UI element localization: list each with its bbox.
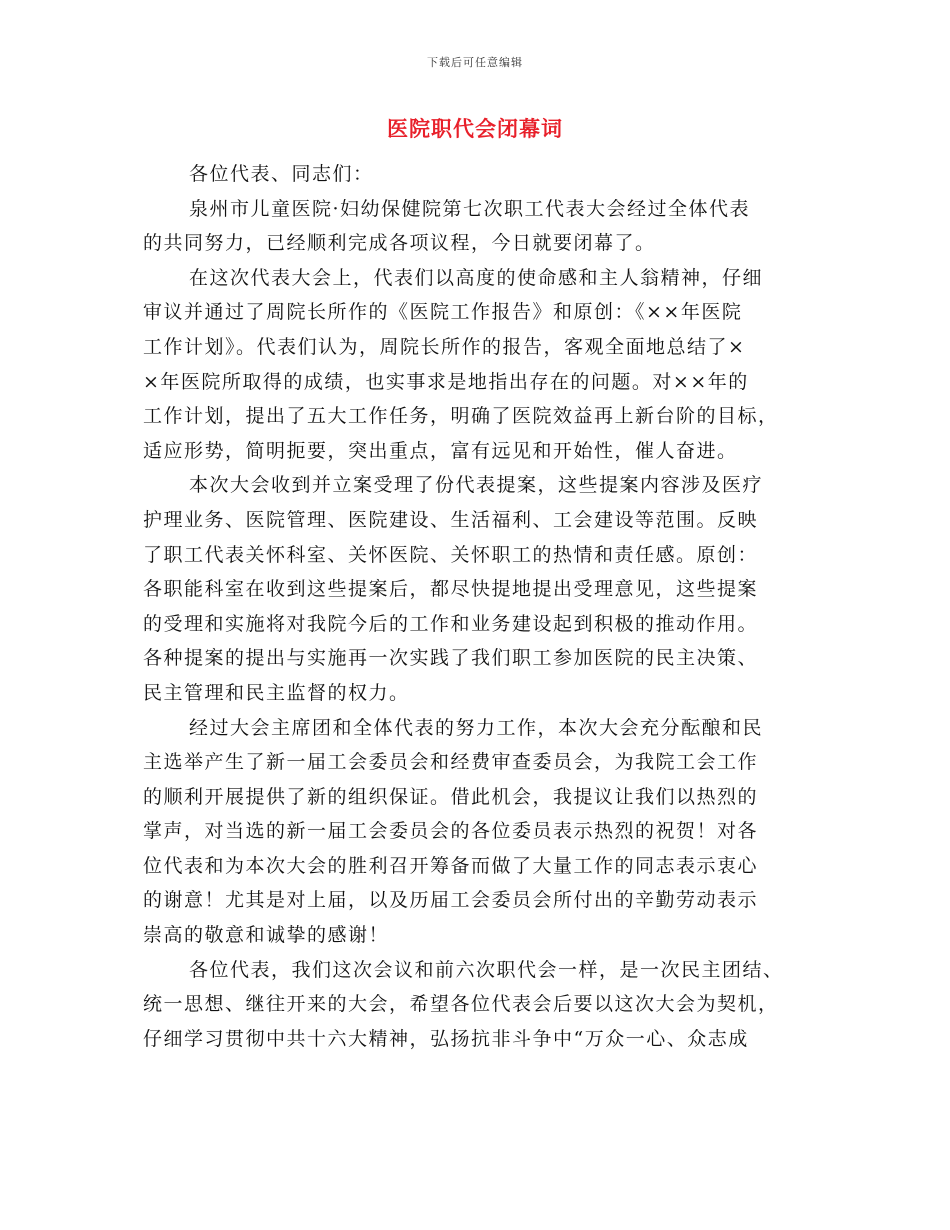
text-line: 工作计划》。代表们认为，周院长所作的报告，客观全面地总结了× bbox=[143, 335, 746, 358]
text-line: 民主管理和民主监督的权力。 bbox=[143, 681, 410, 704]
text-line: 适应形势，简明扼要，突出重点，富有远见和开始性，催人奋进。 bbox=[143, 439, 738, 462]
text-line: 的谢意！尤其是对上届，以及历届工会委员会所付出的辛勤劳动表示 bbox=[143, 889, 759, 912]
text-line: 工作计划，提出了五大工作任务，明确了医院效益再上新台阶的目标， bbox=[143, 405, 779, 428]
text-line: 各位代表、同志们： bbox=[189, 163, 374, 185]
text-line: 各种提案的提出与实施再一次实践了我们职工参加医院的民主决策、 bbox=[143, 647, 759, 670]
text-line: 泉州市儿童医院·妇幼保健院第七次职工代表大会经过全体代表 bbox=[189, 197, 751, 220]
text-line: 位代表和为本次大会的胜利召开筹备而做了大量工作的同志表示衷心 bbox=[143, 854, 759, 877]
text-line: 本次大会收到并立案受理了份代表提案，这些提案内容涉及医疗 bbox=[189, 474, 764, 497]
text-line: 审议并通过了周院长所作的《医院工作报告》和原创：《××年医院 bbox=[143, 301, 743, 324]
text-line: 主选举产生了新一届工会委员会和经费审查委员会，为我院工会工作 bbox=[143, 751, 759, 774]
text-line: ×年医院所取得的成绩，也实事求是地指出存在的问题。对××年的 bbox=[143, 370, 749, 393]
text-line: 护理业务、医院管理、医院建设、生活福利、工会建设等范围。反映 bbox=[143, 508, 759, 531]
text-line: 在这次代表大会上，代表们以高度的使命感和主人翁精神，仔细 bbox=[189, 266, 764, 289]
text-line: 仔细学习贯彻中共十六大精神，弘扬抗非斗争中“万众一心、众志成 bbox=[143, 1027, 749, 1050]
text-line: 统一思想、继往开来的大会，希望各位代表会后要以这次大会为契机， bbox=[143, 993, 779, 1016]
text-line: 崇高的敬意和诚挚的感谢！ bbox=[143, 924, 390, 947]
text-line: 各职能科室在收到这些提案后，都尽快提地提出受理意见，这些提案 bbox=[143, 578, 759, 601]
text-line: 掌声，对当选的新一届工会委员会的各位委员表示热烈的祝贺！对各 bbox=[143, 820, 759, 843]
document-title: 医院职代会闭幕词 bbox=[387, 116, 563, 141]
text-line: 了职工代表关怀科室、关怀医院、关怀职工的热情和责任感。原创： bbox=[143, 543, 759, 566]
text-line: 的顺利开展提供了新的组织保证。借此机会，我提议让我们以热烈的 bbox=[143, 785, 759, 808]
page-header-note: 下载后可任意编辑 bbox=[427, 56, 523, 69]
text-line: 各位代表，我们这次会议和前六次职代会一样，是一次民主团结、 bbox=[189, 958, 784, 981]
document-body bbox=[143, 157, 808, 1056]
text-line: 经过大会主席团和全体代表的努力工作，本次大会充分酝酿和民 bbox=[189, 716, 764, 739]
text-line: 的受理和实施将对我院今后的工作和业务建设起到积极的推动作用。 bbox=[143, 612, 759, 635]
text-line: 的共同努力，已经顺利完成各项议程，今日就要闭幕了。 bbox=[143, 232, 656, 255]
